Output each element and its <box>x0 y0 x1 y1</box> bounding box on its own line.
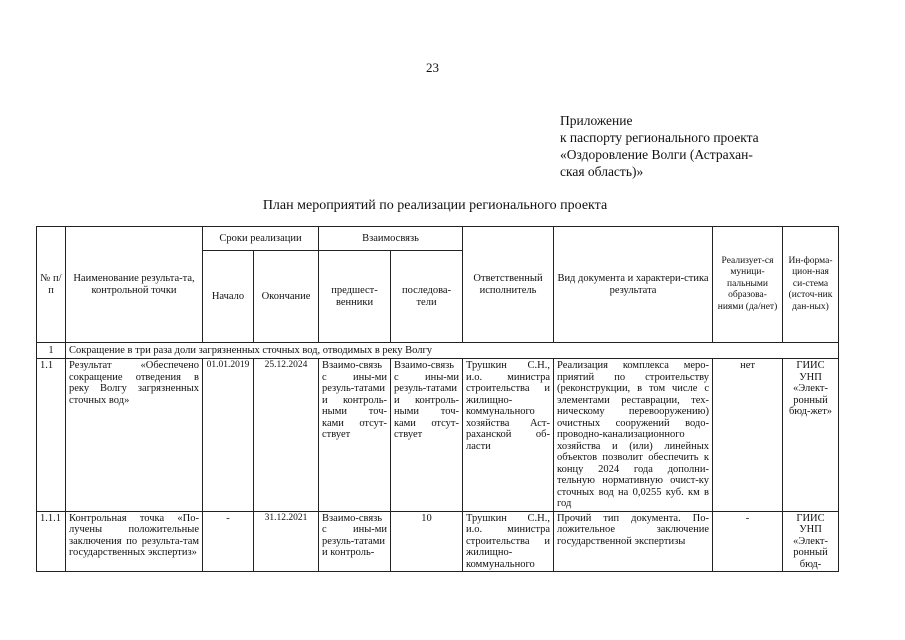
header-start: Начало <box>203 251 254 343</box>
header-name: Наименование результа-та, контрольной точки <box>66 227 203 343</box>
row-predecessors: Взаимо-связь с ины-ми резуль-татами и контроль- <box>319 511 391 572</box>
header-end: Окончание <box>254 251 319 343</box>
row-document: Прочий тип документа. По-ложительное заключение государственной экспертизы <box>554 511 713 572</box>
document-title: План мероприятий по реализации регионального проекта <box>262 198 608 213</box>
row-successors: 10 <box>391 511 463 572</box>
appendix-line: к паспорту регионального проекта <box>560 130 759 145</box>
row-info-system: ГИИС УНП «Элект-ронный бюд-жет» <box>783 359 839 512</box>
appendix-note <box>560 112 800 180</box>
row-end: 31.12.2021 <box>254 511 319 572</box>
plan-table <box>36 226 839 572</box>
header-info-system: Ин-форма-цион-ная си-стема (источ-ник дан-ных) <box>783 227 839 343</box>
header-document: Вид документа и характери-стика результата <box>554 227 713 343</box>
row-end: 25.12.2024 <box>254 359 319 512</box>
row-start: - <box>203 511 254 572</box>
table-row <box>37 511 839 572</box>
row-info-system: ГИИС УНП «Элект-ронный бюд- <box>783 511 839 572</box>
table-row <box>37 359 839 512</box>
header-terms: Сроки реализации <box>203 227 319 251</box>
row-name: Результат «Обеспечено сокращение отведения в реку Волгу загрязненных сточных вод» <box>66 359 203 512</box>
header-links: Взаимосвязь <box>319 227 463 251</box>
row-successors: Взаимо-связь с ины-ми резуль-татами и контроль-ными точ-ками отсут-ствует <box>391 359 463 512</box>
row-document: Реализация комплекса меро-приятий по строительству (реконструкции, в том числе с элементами реставрации, тех-ническому перевооружению) очистных сооружений водо-проводно-канализационного хозяйства и (или) линейных объектов позволит обеспечить к концу 2024 года дополни-тельную нормативную очист-ку сточных вод на 0,0255 куб. км в год <box>554 359 713 512</box>
row-name: Контрольная точка «По-лучены положительные заключения по результа-там государственных экспертиз» <box>66 511 203 572</box>
row-responsible: Трушкин С.Н., и.о. министра строительства и жилищно-коммунального хозяйства Аст-раханской об-ласти <box>463 359 554 512</box>
header-successors: последова-тели <box>391 251 463 343</box>
header-responsible: Ответственный исполнитель <box>463 227 554 343</box>
row-municipal: нет <box>713 359 783 512</box>
page-number: 23 <box>426 60 439 75</box>
appendix-line: ская область)» <box>560 164 644 179</box>
row-num: 1.1.1 <box>37 511 66 572</box>
row-municipal: - <box>713 511 783 572</box>
section-num: 1 <box>37 343 66 359</box>
row-start: 01.01.2019 <box>203 359 254 512</box>
appendix-line: «Оздоровление Волги (Астрахан- <box>560 147 753 162</box>
appendix-line: Приложение <box>560 113 633 128</box>
row-responsible: Трушкин С.Н., и.о. министра строительства и жилищно-коммунального <box>463 511 554 572</box>
header-municipal: Реализует-ся муници-пальными образова-ниями (да/нет) <box>713 227 783 343</box>
header-predecessors: предшест-венники <box>319 251 391 343</box>
row-num: 1.1 <box>37 359 66 512</box>
section-title: Сокращение в три раза доли загрязненных сточных вод, отводимых в реку Волгу <box>66 343 839 359</box>
row-predecessors: Взаимо-связь с ины-ми резуль-татами и контроль-ными точ-ками отсут-ствует <box>319 359 391 512</box>
header-num: № п/п <box>37 227 66 343</box>
